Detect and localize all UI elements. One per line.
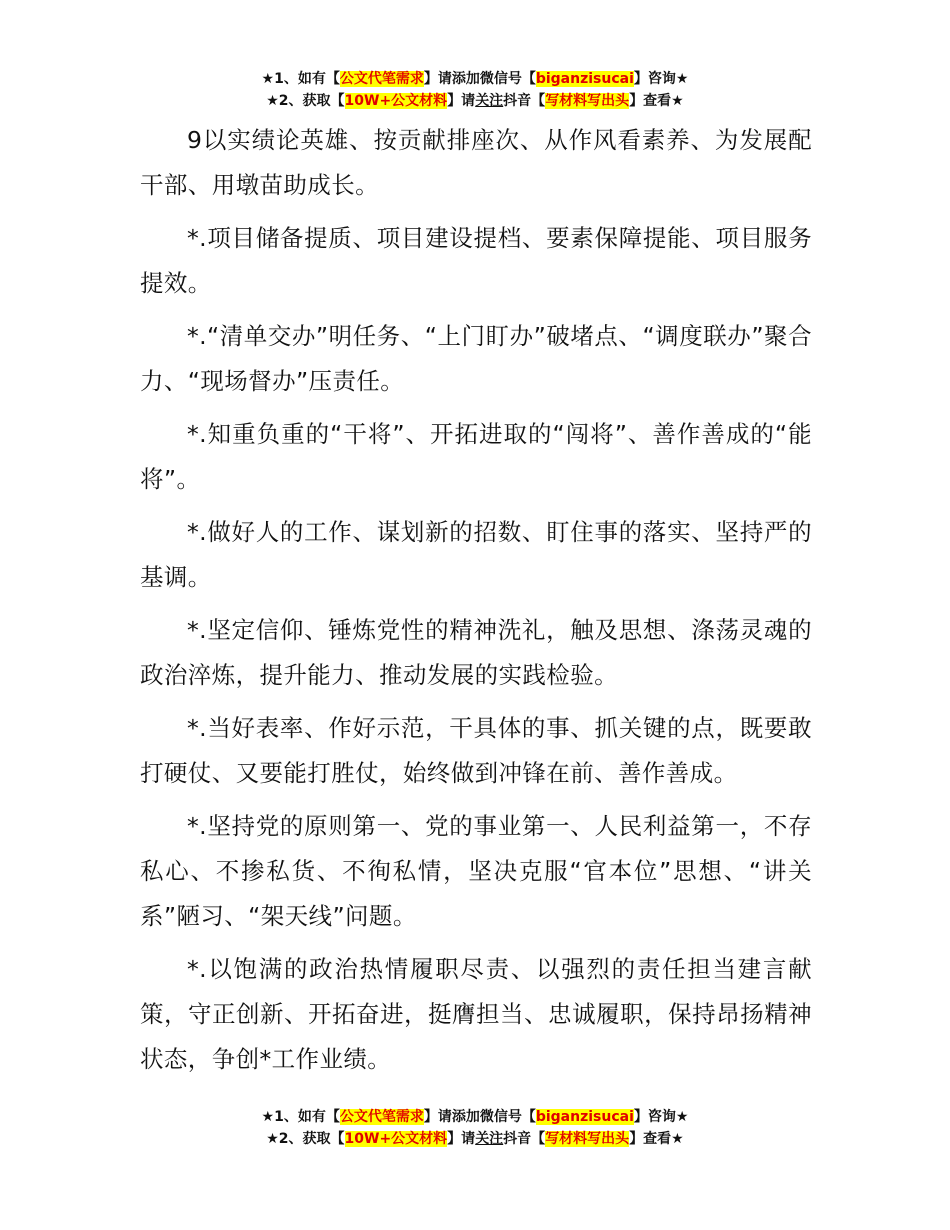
banner-text: 抖音【 <box>503 93 546 109</box>
banner-highlight-wechat-id: biganzisucai <box>535 1109 634 1125</box>
paragraph-5: *.做好人的工作、谋划新的招数、盯住事的落实、坚持严的基调。 <box>140 518 812 591</box>
banner-highlight-wechat-id: biganzisucai <box>535 71 634 87</box>
banner-highlight-douyin: 写材料写出头 <box>545 1131 630 1147</box>
banner-text: ★1、如有【 <box>261 71 340 87</box>
banner-text: 】请 <box>447 1131 476 1147</box>
paragraph-3: *.“清单交办”明任务、“上门盯办”破堵点、“调度联办”聚合力、“现场督办”压责任。 <box>140 322 812 395</box>
banner-text: 】咨询★ <box>633 71 689 87</box>
banner-text: 】咨询★ <box>633 1109 689 1125</box>
banner-underlined-follow: 关注 <box>475 93 504 109</box>
header-banner <box>0 68 950 112</box>
document-body <box>140 118 812 1090</box>
paragraph-1: 9以实绩论英雄、按贡献排座次、从作风看素养、为发展配干部、用墩苗助成长。 <box>140 126 812 199</box>
paragraph-2: *.项目储备提质、项目建设提档、要素保障提能、项目服务提效。 <box>140 224 812 297</box>
paragraph-4: *.知重负重的“干将”、开拓进取的“闯将”、善作善成的“能将”。 <box>140 420 812 493</box>
banner-text: 】请 <box>447 93 476 109</box>
banner-text: 】查看★ <box>629 93 684 109</box>
banner-text: 】请添加微信号【 <box>423 1109 536 1125</box>
banner-text: ★2、获取【 <box>266 1131 345 1147</box>
banner-highlight-materials: 10W+公文材料 <box>344 93 448 109</box>
banner-line-1 <box>0 68 950 90</box>
banner-text: ★1、如有【 <box>261 1109 340 1125</box>
banner-line-2 <box>0 90 950 112</box>
footer-banner <box>0 1106 950 1150</box>
paragraph-9: *.以饱满的政治热情履职尽责、以强烈的责任担当建言献策，守正创新、开拓奋进，挺膺担当、忠诚履职，保持昂扬精神状态，争创*工作业绩。 <box>140 955 812 1073</box>
banner-underlined-follow: 关注 <box>475 1131 504 1147</box>
banner-text: 】查看★ <box>629 1131 684 1147</box>
banner-text: 抖音【 <box>503 1131 546 1147</box>
paragraph-6: *.坚定信仰、锤炼党性的精神洗礼，触及思想、涤荡灵魂的政治淬炼，提升能力、推动发展的实践检验。 <box>140 616 812 689</box>
paragraph-7: *.当好表率、作好示范，干具体的事、抓关键的点，既要敢打硬仗、又要能打胜仗，始终做到冲锋在前、善作善成。 <box>140 714 812 787</box>
banner-text: 】请添加微信号【 <box>423 71 536 87</box>
banner-highlight-douyin: 写材料写出头 <box>545 93 630 109</box>
paragraph-8: *.坚持党的原则第一、党的事业第一、人民利益第一，不存私心、不掺私货、不徇私情，坚决克服“官本位”思想、“讲关系”陋习、“架天线”问题。 <box>140 812 812 930</box>
banner-line-1 <box>0 1106 950 1128</box>
banner-text: ★2、获取【 <box>266 93 345 109</box>
banner-line-2 <box>0 1128 950 1150</box>
banner-highlight-service: 公文代笔需求 <box>339 1109 424 1125</box>
banner-highlight-service: 公文代笔需求 <box>339 71 424 87</box>
banner-highlight-materials: 10W+公文材料 <box>344 1131 448 1147</box>
